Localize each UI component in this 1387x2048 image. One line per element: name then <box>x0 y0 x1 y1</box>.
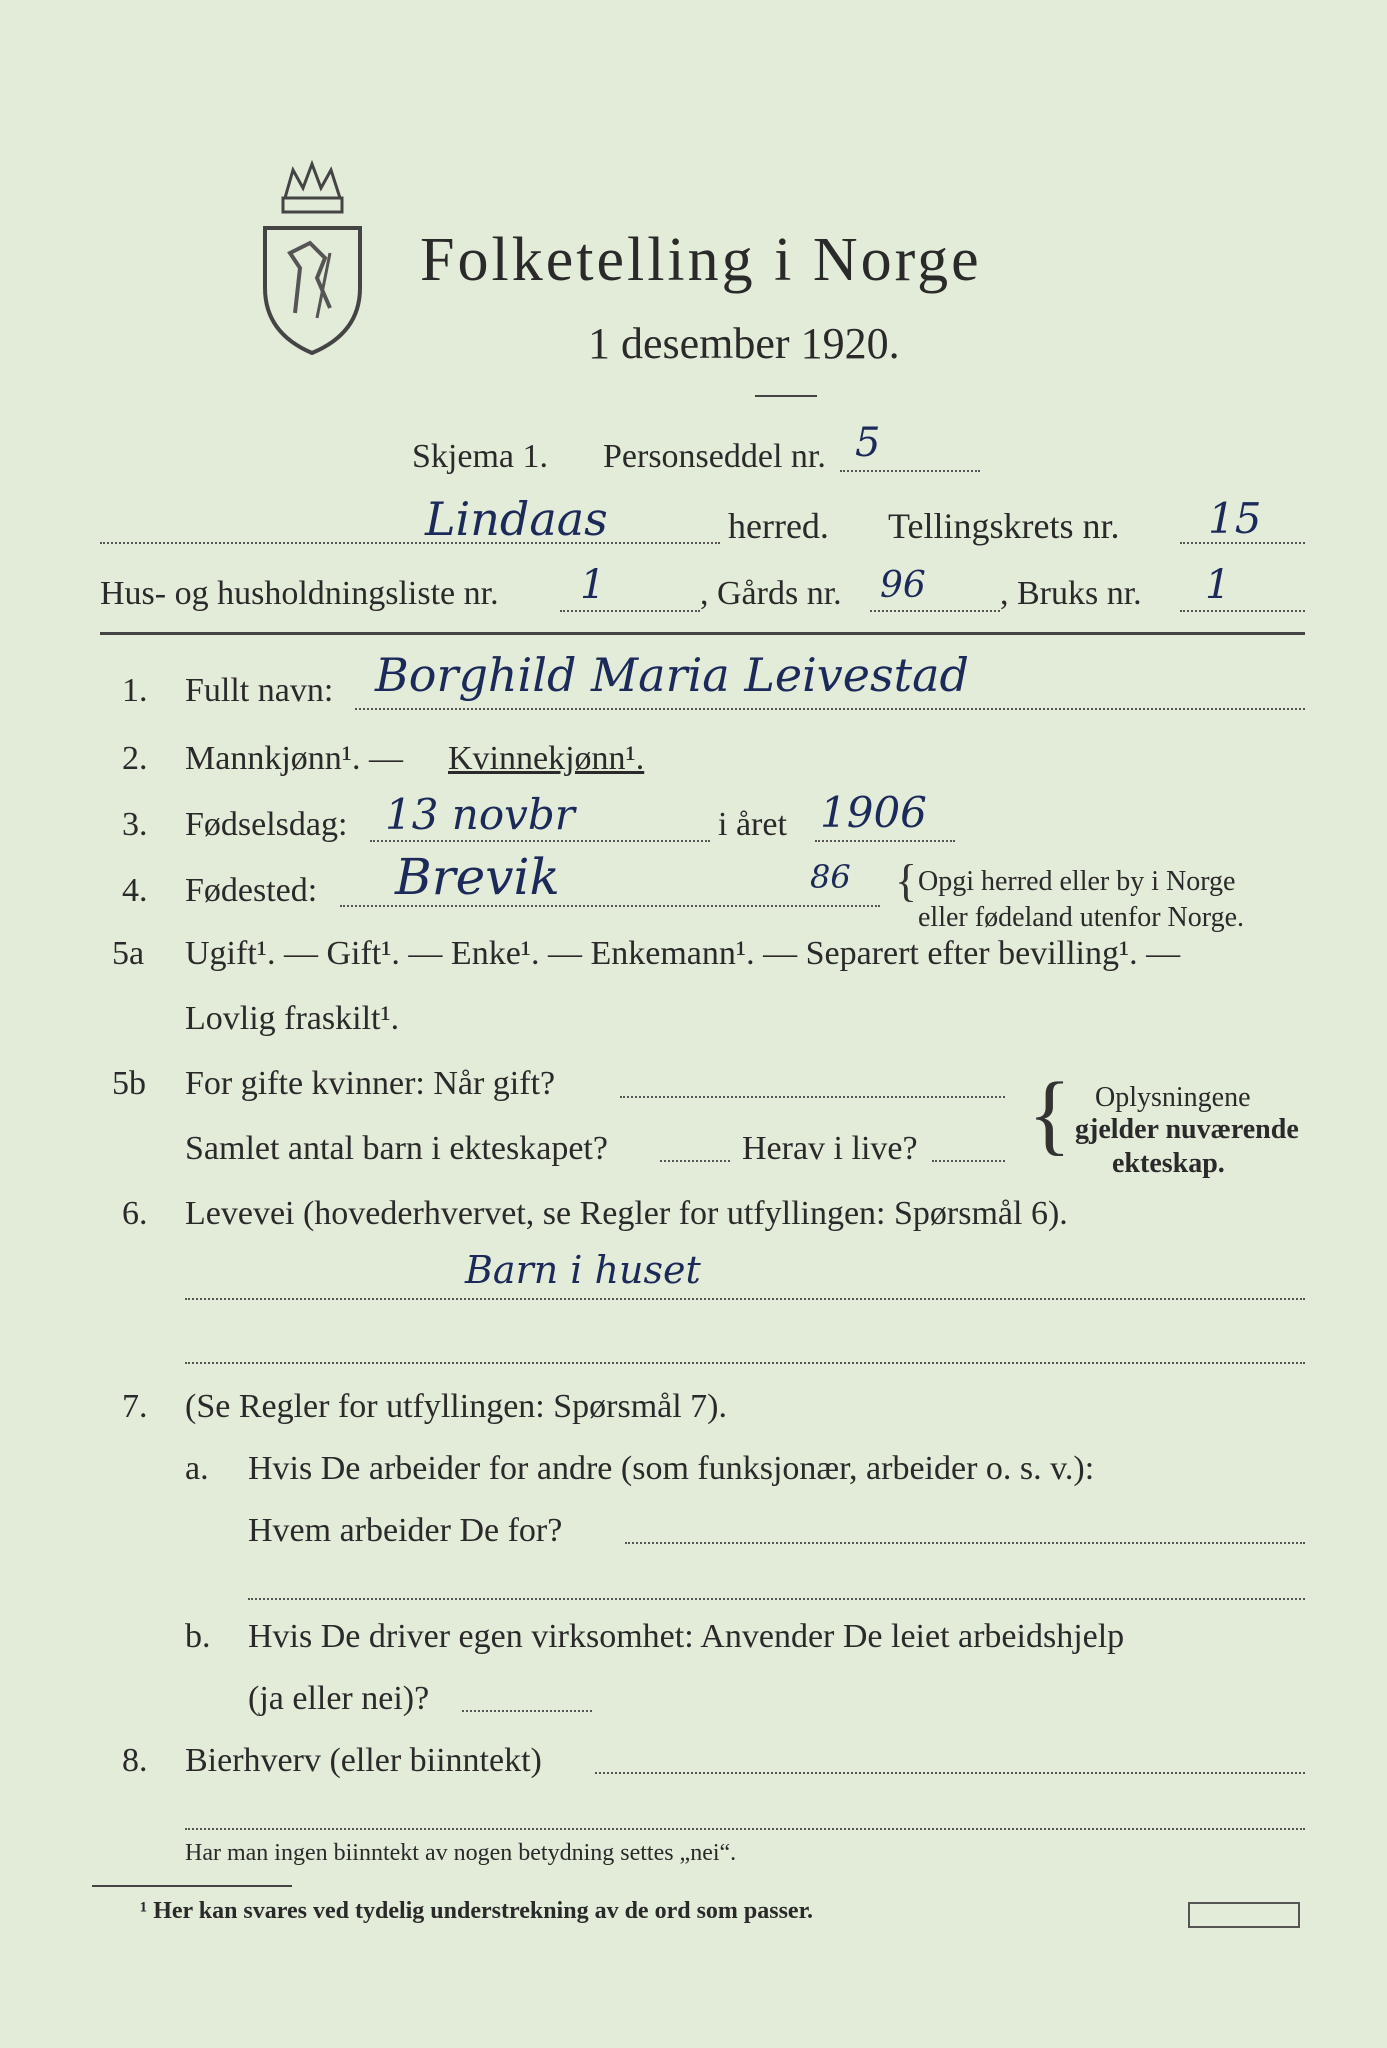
footnote-text: ¹ Her kan svares ved tydelig understrekning av de ord som passer. <box>140 1898 814 1924</box>
q4-label: Fødested: <box>185 872 318 909</box>
personseddel-value: 5 <box>855 420 881 466</box>
q5a-line-1: Ugift¹. — Gift¹. — Enke¹. — Enkemann¹. — Separert efter bevilling¹. — <box>185 935 1181 972</box>
q5a-number: 5a <box>112 935 145 972</box>
q5b-alive-label: Herav i live? <box>742 1130 918 1167</box>
q5b-children-line <box>660 1160 730 1162</box>
personseddel-label: Personseddel nr. <box>603 438 826 475</box>
printer-stamp <box>1188 1902 1300 1928</box>
q3-line <box>370 840 710 842</box>
husliste-value: 1 <box>580 562 606 608</box>
q8-label: Bierhverv (eller biinntekt) <box>185 1742 542 1779</box>
footer-note: Har man ingen biinntekt av nogen betydning settes „nei“. <box>185 1840 737 1866</box>
q4-brace: { <box>895 855 918 906</box>
herred-value: Lindaas <box>425 492 608 546</box>
q7b-question: (ja eller nei)? <box>248 1680 430 1717</box>
q3-year-label: i året <box>718 806 787 843</box>
bruks-value: 1 <box>1205 562 1231 608</box>
q7a-line-1 <box>625 1542 1305 1544</box>
bruks-line <box>1180 610 1305 612</box>
q1-label: Fullt navn: <box>185 672 334 709</box>
q3-year-line <box>815 840 955 842</box>
q5b-note-1: Oplysningene <box>1095 1082 1251 1113</box>
q1-number: 1. <box>122 672 148 709</box>
q6-value: Barn i huset <box>465 1248 701 1292</box>
q3-year-value: 1906 <box>820 788 927 837</box>
q5b-number: 5b <box>112 1065 146 1102</box>
gards-value: 96 <box>880 565 926 606</box>
q5b-married-label: For gifte kvinner: Når gift? <box>185 1065 556 1102</box>
q5b-alive-line <box>932 1160 1005 1162</box>
husliste-line <box>560 610 700 612</box>
q7a-number: a. <box>185 1450 209 1487</box>
q2-female: Kvinnekjønn¹. <box>448 740 645 777</box>
q3-number: 3. <box>122 806 148 843</box>
q1-line <box>355 708 1305 710</box>
footnote-rule <box>92 1885 292 1887</box>
q5b-note-2: gjelder nuværende <box>1075 1114 1299 1145</box>
q7a-text: Hvis De arbeider for andre (som funksjonær, arbeider o. s. v.): <box>248 1450 1095 1487</box>
tellingskrets-value: 15 <box>1208 494 1262 543</box>
herred-line <box>100 542 720 544</box>
q7b-text: Hvis De driver egen virksomhet: Anvender De leiet arbeidshjelp <box>248 1618 1125 1655</box>
q2-male: Mannkjønn¹. — <box>185 740 403 777</box>
q7-label: (Se Regler for utfyllingen: Spørsmål 7). <box>185 1388 728 1425</box>
q4-hint-2: eller fødeland utenfor Norge. <box>918 902 1245 933</box>
q5a-line-2: Lovlig fraskilt¹. <box>185 1000 400 1037</box>
q1-value: Borghild Maria Leivestad <box>375 648 969 702</box>
q8-line-2 <box>185 1828 1305 1830</box>
title-divider <box>755 395 817 397</box>
q5b-note-3: ekteskap. <box>1112 1148 1225 1179</box>
q7b-number: b. <box>185 1618 211 1655</box>
q4-hint-1: Opgi herred eller by i Norge <box>918 866 1236 897</box>
census-date: 1 desember 1920. <box>588 319 900 368</box>
q6-line-2 <box>185 1362 1305 1364</box>
q7a-question: Hvem arbeider De for? <box>248 1512 563 1549</box>
q6-line-1 <box>185 1298 1305 1300</box>
q6-label: Levevei (hovederhvervet, se Regler for utfyllingen: Spørsmål 6). <box>185 1195 1068 1232</box>
tellingskrets-label: Tellingskrets nr. <box>888 506 1120 546</box>
herred-label: herred. <box>728 506 829 546</box>
q5b-children-label: Samlet antal barn i ekteskapet? <box>185 1130 608 1167</box>
gards-line <box>870 610 1000 612</box>
bruks-label: , Bruks nr. <box>1000 575 1142 612</box>
q8-number: 8. <box>122 1742 148 1779</box>
q7-number: 7. <box>122 1388 148 1425</box>
gards-label: , Gårds nr. <box>700 575 842 612</box>
skjema-label: Skjema 1. <box>412 438 548 475</box>
q5b-brace: { <box>1028 1065 1072 1164</box>
q4-note: 86 <box>810 858 851 896</box>
q4-number: 4. <box>122 872 148 909</box>
q5b-married-line <box>620 1096 1005 1098</box>
q4-value: Brevik <box>395 848 560 906</box>
q7a-line-2 <box>248 1598 1305 1600</box>
q2-number: 2. <box>122 740 148 777</box>
q8-line-1 <box>595 1772 1305 1774</box>
header-rule <box>100 632 1305 635</box>
q6-number: 6. <box>122 1195 148 1232</box>
form-title: Folketelling i Norge <box>420 226 982 294</box>
coat-of-arms-icon <box>255 158 370 358</box>
q3-value: 13 novbr <box>385 790 575 839</box>
personseddel-line <box>840 470 980 472</box>
q3-label: Fødselsdag: <box>185 806 348 843</box>
q7b-line <box>462 1710 592 1712</box>
husliste-label: Hus- og husholdningsliste nr. <box>100 575 499 612</box>
